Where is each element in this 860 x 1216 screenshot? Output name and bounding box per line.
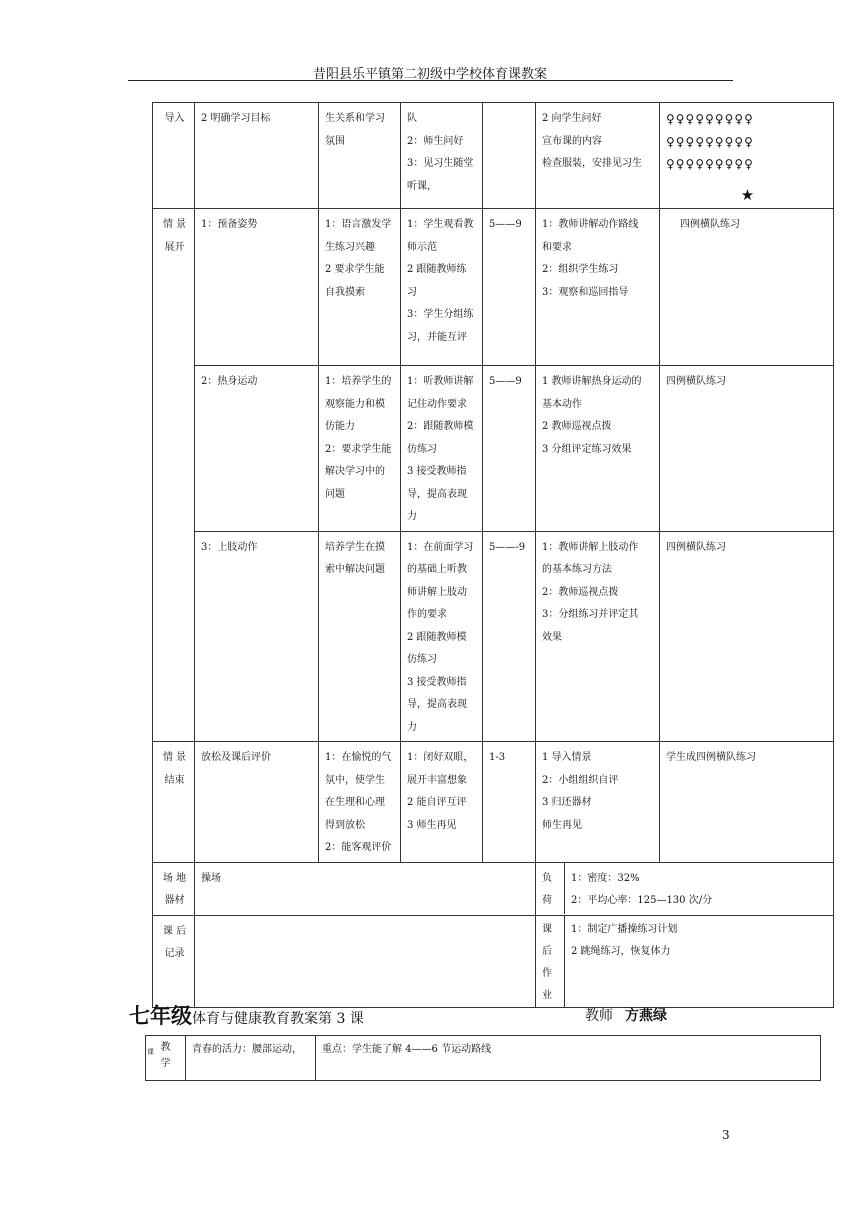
teacher-cell [536, 103, 660, 209]
time-cell [483, 103, 536, 209]
cell-line: 培养学生在摸 [325, 541, 385, 553]
cell-line: 课 后 [162, 925, 187, 937]
cell-line: 2 跟随教师练 [407, 264, 467, 275]
formation-row: ♀♀♀♀♀♀♀♀♀ [666, 134, 754, 149]
after-record [195, 915, 536, 1007]
venue-value: 操场 [195, 862, 536, 915]
cell-line: 2 向学生问好 [542, 113, 602, 124]
lesson3-table [145, 1035, 821, 1081]
student-cell [401, 531, 483, 742]
cell-line: 3 接受教师指 [407, 466, 467, 477]
header-rule [128, 80, 733, 81]
cell-line: 2：要求学生能 [325, 443, 392, 455]
teacher-info [585, 1005, 667, 1025]
table-row [153, 742, 834, 863]
cell-line: 力 [407, 511, 417, 522]
load-cell [536, 862, 834, 915]
cell-line: 1：培养学生的 [325, 376, 392, 387]
cell-line: 1：制定广播操练习计划 [571, 923, 678, 935]
cell-line: 仿能力 [325, 421, 355, 432]
student-cell [401, 366, 483, 532]
cell-line: 2 能自评互评 [407, 797, 467, 808]
cell-line: 2：组织学生练习 [542, 264, 619, 275]
cell-line: 教 [160, 1042, 171, 1053]
table-row [153, 366, 834, 532]
table-row [153, 862, 834, 915]
time-cell: 5——9 [483, 209, 536, 366]
load-label [536, 863, 565, 914]
time-cell: 5——-9 [483, 531, 536, 742]
cell-line: 学 [160, 1058, 171, 1069]
homework-cell [536, 915, 834, 1007]
cell-line: 2 教师巡视点拨 [542, 421, 612, 432]
cell-line: 仿练习 [407, 654, 437, 665]
cell-line: 1：学生观看教 [407, 219, 474, 230]
cell-line: 力 [407, 721, 417, 733]
cell-line: 在生理和心理 [325, 797, 385, 808]
cell-line: 3 师生再见 [407, 819, 457, 831]
cell-line: 自我摸索 [325, 286, 365, 298]
cell-line: 2：能客观评价 [325, 842, 392, 853]
cell-line: 2：小组组织自评 [542, 774, 619, 786]
cell-line: 导，提高表现 [407, 699, 467, 710]
cell-line: 1：闭好双眼， [407, 752, 474, 763]
cell-line: 索中解决问题 [325, 564, 385, 575]
cell-line: 1：教师讲解上肢动作 [542, 541, 639, 553]
content-cell: 放松及课后评价 [195, 742, 319, 863]
formation-cell: 学生成四例横队练习 [660, 742, 834, 863]
cell-line: 队 [407, 113, 417, 124]
goal-cell [319, 209, 401, 366]
teacher-label: 教师 [585, 1008, 613, 1024]
cell-line: 2 要求学生能 [325, 264, 385, 275]
cell-line: 基本动作 [542, 398, 582, 410]
cell-line: 情 景 [162, 219, 187, 230]
cell-line: 2 跟随教师模 [407, 631, 467, 643]
cell-line: 2 跳绳练习，恢复体力 [571, 945, 671, 957]
cell-line: 师讲解上肢动 [407, 586, 467, 598]
formation-row: ♀♀♀♀♀♀♀♀♀ [666, 112, 754, 126]
cell-line: 展开丰富想象 [407, 774, 467, 786]
cell-line: 1：密度：32% [571, 872, 640, 884]
table-row [153, 915, 834, 1007]
page-header-title: 昔阳县乐平镇第二初级中学校体育课教案 [312, 67, 547, 82]
grade-label: 七年级 [129, 1003, 192, 1028]
cell-line: 情 景 [162, 752, 187, 763]
cell-line: 课 [542, 923, 552, 935]
teacher-cell [536, 366, 660, 532]
table-row [153, 209, 834, 366]
side-glyph: 课 [147, 1048, 154, 1056]
teaching-label [146, 1036, 186, 1081]
cell-line: 荷 [542, 894, 552, 906]
formation-row: ♀♀♀♀♀♀♀♀♀ [666, 157, 754, 171]
cell-line: 解决学习中的 [325, 466, 385, 477]
teacher-cell [536, 209, 660, 366]
teacher-name: 方燕绿 [625, 1008, 667, 1024]
homework-values [565, 916, 681, 1007]
table-row [153, 103, 834, 209]
cell-line: 1：听教师讲解 [407, 376, 474, 387]
time-cell: 1-3 [483, 742, 536, 863]
cell-line: 业 [542, 989, 552, 1001]
cell-line: 1：语言激发学 [325, 219, 392, 230]
goal-cell [319, 366, 401, 532]
cell-line: 问题 [325, 488, 345, 500]
content-cell: 2：热身运动 [195, 366, 319, 532]
goal-cell [319, 742, 401, 863]
cell-line: 生练习兴趣 [325, 241, 375, 253]
cell-line: 作的要求 [407, 609, 447, 620]
homework-label [536, 916, 565, 1007]
cell-line: 1 教师讲解热身运动的 [542, 376, 642, 387]
time-cell: 5——9 [483, 366, 536, 532]
cell-line: 2：跟随教师模 [407, 421, 474, 432]
cell-line: 器材 [164, 895, 185, 906]
cell-line: 仿练习 [407, 443, 437, 455]
cell-line: 展开 [164, 241, 185, 253]
cell-line: 得到放松 [325, 819, 365, 831]
cell-line: 3 接受教师指 [407, 676, 467, 688]
cell-line: 氛中，使学生 [325, 774, 385, 786]
content-cell: 2 明确学习目标 [195, 103, 319, 209]
topic-cell: 青春的活力：腰部运动， [186, 1036, 316, 1081]
cell-line: 场 地 [162, 872, 187, 884]
cell-line: 检查服装，安排见习生 [542, 158, 642, 169]
formation-diagram [660, 103, 834, 209]
cell-line: 师示范 [407, 241, 437, 253]
page-number: 3 [722, 1128, 730, 1142]
table-row [153, 531, 834, 742]
after-label [153, 915, 195, 1007]
cell-line: 的基本练习方法 [542, 564, 612, 575]
cell-line: 结束 [164, 774, 185, 786]
cell-line: 习 [407, 286, 417, 298]
cell-line: 作 [542, 967, 552, 979]
cell-line: 2：教师巡视点拨 [542, 586, 619, 598]
cell-line: 生关系和学习 [325, 113, 385, 124]
cell-line: 1：教师讲解动作路线 [542, 219, 639, 230]
formation-cell: 四例横队练习 [660, 209, 834, 366]
student-cell [401, 103, 483, 209]
lesson-plan-table [152, 102, 834, 1008]
load-values [565, 863, 716, 914]
cell-line: 记录 [164, 948, 185, 959]
lesson-subtitle: 体育与健康教育教案第 3 课 [192, 1011, 364, 1027]
goal-cell [319, 103, 401, 209]
cell-line: 2：师生问好 [407, 135, 464, 147]
cell-line: 效果 [542, 631, 562, 643]
cell-line: 1：在前面学习 [407, 541, 474, 553]
teacher-cell [536, 742, 660, 863]
goal-cell [319, 531, 401, 742]
formation-cell: 四例横队练习 [660, 366, 834, 532]
cell-line: 3：学生分组练 [407, 309, 474, 320]
cell-line: 师生再见 [542, 819, 582, 831]
cell-line: 和要求 [542, 241, 572, 253]
lesson-title [129, 1000, 364, 1030]
student-cell [401, 209, 483, 366]
student-cell [401, 742, 483, 863]
cell-line: 3 分组评定练习效果 [542, 443, 632, 455]
stage-cell: 导入 [153, 103, 195, 209]
cell-line: 听课， [407, 180, 437, 192]
content-cell: 1：预备姿势 [195, 209, 319, 366]
formation-cell: 四例横队练习 [660, 531, 834, 742]
cell-line: 负 [542, 872, 552, 884]
stage-cell [153, 209, 195, 742]
cell-line: 氛围 [325, 135, 345, 147]
cell-line: 后 [542, 945, 552, 957]
cell-line: 宣布课的内容 [542, 135, 602, 147]
cell-line: 1：在愉悦的气 [325, 752, 392, 763]
cell-line: 1 导入情景 [542, 752, 592, 763]
cell-line: 习，并能互评 [407, 331, 467, 343]
cell-line: 2：平均心率：125—130 次/分 [571, 894, 713, 906]
table-row [146, 1036, 821, 1081]
cell-line: 的基础上听教 [407, 564, 467, 575]
venue-label [153, 862, 195, 915]
cell-line: 3 归还器材 [542, 797, 592, 808]
stage-cell [153, 742, 195, 863]
cell-line: 记住动作要求 [407, 398, 467, 410]
cell-line: 3：见习生随堂 [407, 158, 474, 169]
cell-line: 观察能力和模 [325, 398, 385, 410]
content-cell: 3：上肢动作 [195, 531, 319, 742]
teacher-star-icon: ★ [740, 185, 755, 204]
key-point-cell: 重点：学生能了解 4——6 节运动路线 [316, 1036, 821, 1081]
cell-line: 导，提高表现 [407, 488, 467, 500]
teacher-cell [536, 531, 660, 742]
cell-line: 3：分组练习并评定其 [542, 609, 639, 620]
cell-line: 3：观察和巡回指导 [542, 286, 629, 298]
